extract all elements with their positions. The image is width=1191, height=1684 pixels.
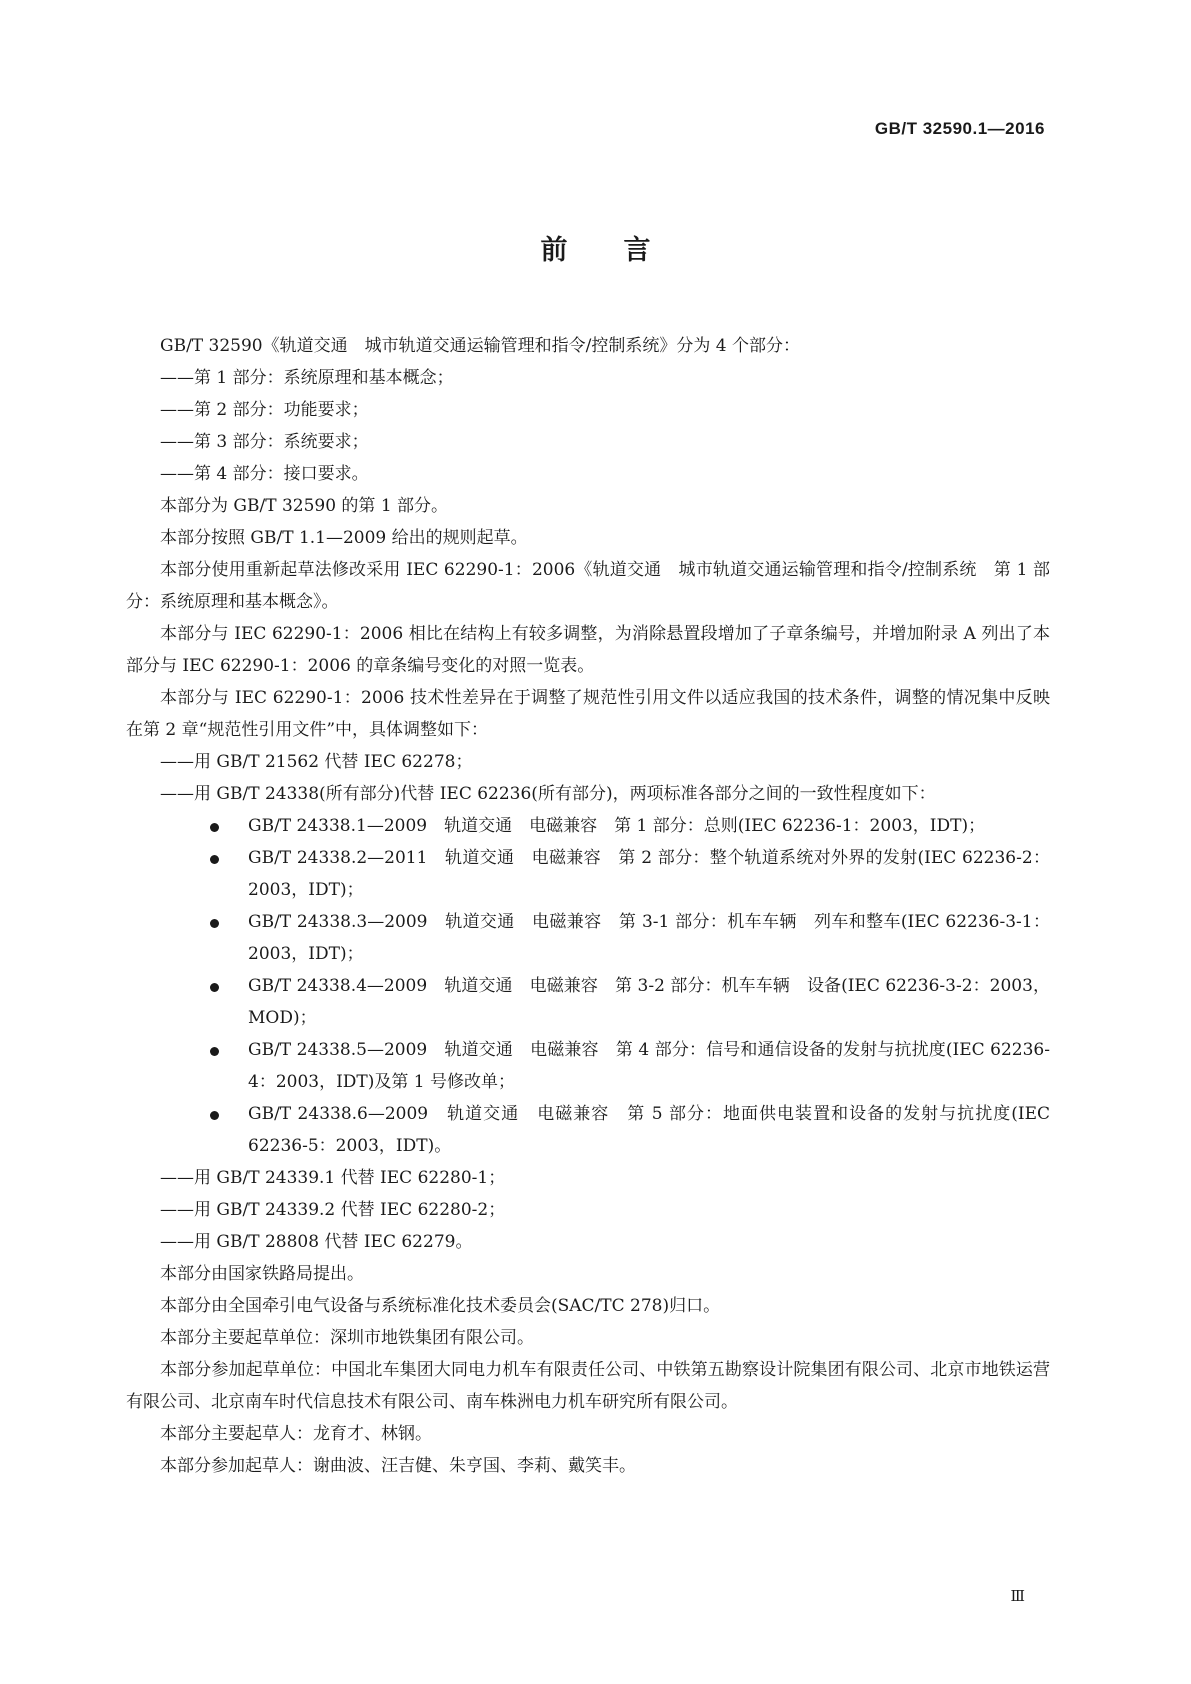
body-paragraph: 本部分由国家铁路局提出。 <box>160 1264 364 1284</box>
bullet-item <box>126 970 1050 1034</box>
bullet-item <box>126 906 1050 970</box>
replacement-item: ——用 GB/T 24339.2 代替 IEC 62280-2； <box>160 1200 506 1220</box>
replacement-item: ——用 GB/T 21562 代替 IEC 62278； <box>160 752 473 772</box>
body-paragraph: 本部分按照 GB/T 1.1—2009 给出的规则起草。 <box>160 528 528 548</box>
body-paragraph: 本部分与 IEC 62290-1：2006 技术性差异在于调整了规范性引用文件以适应我国的技术条件，调整的情况集中反映在第 2 章“规范性引用文件”中，具体调整如下： <box>126 688 1050 740</box>
part-list-item: ——第 1 部分：系统原理和基本概念； <box>160 368 454 388</box>
document-code: GB/T 32590.1—2016 <box>874 119 1045 138</box>
bullet-dot-icon <box>210 1111 219 1120</box>
bullet-text: GB/T 24338.2—2011 轨道交通 电磁兼容 第 2 部分：整个轨道系统对外界的发射(IEC 62236-2：2003，IDT)； <box>248 848 1050 900</box>
body-paragraph: 本部分主要起草单位：深圳市地铁集团有限公司。 <box>160 1328 534 1348</box>
bullet-dot-icon <box>210 855 219 864</box>
body-paragraph: 本部分参加起草单位：中国北车集团大同电力机车有限责任公司、中铁第五勘察设计院集团有限公司、北京市地铁运营有限公司、北京南车时代信息技术有限公司、南车株洲电力机车研究所有限公司。 <box>126 1360 1050 1412</box>
bullet-dot-icon <box>210 1047 219 1056</box>
bullet-dot-icon <box>210 919 219 928</box>
body-paragraph: 本部分参加起草人：谢曲波、汪吉健、朱亨国、李莉、戴笑丰。 <box>160 1456 636 1476</box>
body-paragraph: 本部分主要起草人：龙育才、林钢。 <box>160 1424 432 1444</box>
replacement-item: ——用 GB/T 24339.1 代替 IEC 62280-1； <box>160 1168 506 1188</box>
bullet-item <box>126 1098 1050 1162</box>
part-list-item: ——第 2 部分：功能要求； <box>160 400 369 420</box>
bullet-text: GB/T 24338.3—2009 轨道交通 电磁兼容 第 3-1 部分：机车车辆 列车和整车(IEC 62236-3-1：2003，IDT)； <box>248 912 1050 964</box>
bullet-dot-icon <box>210 983 219 992</box>
body-paragraph: 本部分使用重新起草法修改采用 IEC 62290-1：2006《轨道交通 城市轨道交通运输管理和指令/控制系统 第 1 部分：系统原理和基本概念》。 <box>126 560 1050 612</box>
body-paragraph: 本部分与 IEC 62290-1：2006 相比在结构上有较多调整，为消除悬置段增加了子章条编号，并增加附录 A 列出了本部分与 IEC 62290-1：2006 的章条编号变化的对照一览表。 <box>126 624 1050 676</box>
replacement-item: ——用 GB/T 24338(所有部分)代替 IEC 62236(所有部分)，两项标准各部分之间的一致性程度如下： <box>160 784 936 804</box>
page-title: 前言 <box>540 235 707 266</box>
foreword-body <box>126 330 1050 1482</box>
replacement-item: ——用 GB/T 28808 代替 IEC 62279。 <box>160 1232 473 1252</box>
bullet-item <box>126 842 1050 906</box>
bullet-dot-icon <box>210 823 219 832</box>
bullet-text: GB/T 24338.1—2009 轨道交通 电磁兼容 第 1 部分：总则(IEC 62236-1：2003，IDT)； <box>248 816 986 836</box>
intro-paragraph: GB/T 32590《轨道交通 城市轨道交通运输管理和指令/控制系统》分为 4 个部分： <box>160 336 800 356</box>
bullet-item <box>126 810 1050 842</box>
body-paragraph: 本部分为 GB/T 32590 的第 1 部分。 <box>160 496 449 516</box>
bullet-item <box>126 1034 1050 1098</box>
body-paragraph: 本部分由全国牵引电气设备与系统标准化技术委员会(SAC/TC 278)归口。 <box>160 1296 721 1316</box>
bullet-text: GB/T 24338.5—2009 轨道交通 电磁兼容 第 4 部分：信号和通信设备的发射与抗扰度(IEC 62236-4：2003，IDT)及第 1 号修改单； <box>248 1040 1050 1092</box>
part-list-item: ——第 3 部分：系统要求； <box>160 432 369 452</box>
part-list-item: ——第 4 部分：接口要求。 <box>160 464 369 484</box>
bullet-text: GB/T 24338.4—2009 轨道交通 电磁兼容 第 3-2 部分：机车车辆 设备(IEC 62236-3-2：2003，MOD)； <box>248 976 1050 1028</box>
page-number: Ⅲ <box>1010 1587 1025 1605</box>
bullet-text: GB/T 24338.6—2009 轨道交通 电磁兼容 第 5 部分：地面供电装置和设备的发射与抗扰度(IEC 62236-5：2003，IDT)。 <box>248 1104 1050 1156</box>
